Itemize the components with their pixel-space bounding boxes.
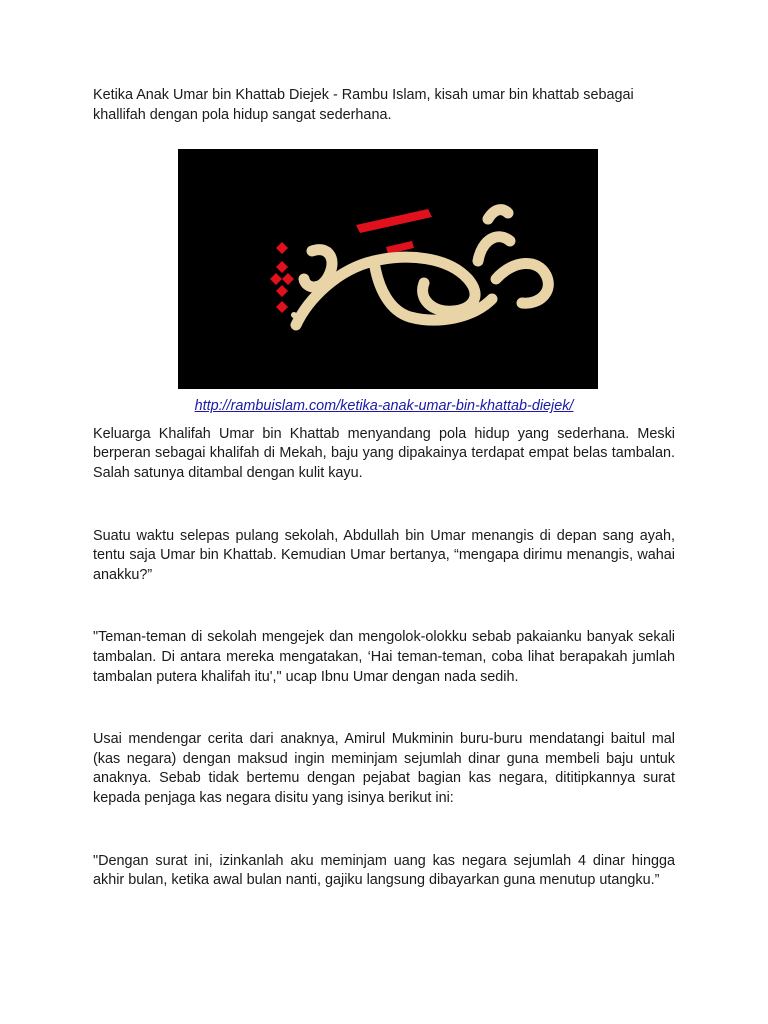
source-link[interactable]: http://rambuislam.com/ketika-anak-umar-bin-khattab-diejek/ [194, 398, 574, 415]
paragraph-3: "Teman-teman di sekolah mengejek dan mengolok-olokku sebab pakaianku banyak sekali tambalan. Di antara mereka mengatakan, ‘Hai teman-teman, coba lihat berapakah jumlah tambalan putera khalifah itu'," ucap Ibnu Umar dengan nada sedih. [93, 629, 675, 685]
paragraph-1: Keluarga Khalifah Umar bin Khattab menyandang pola hidup yang sederhana. Meski berperan sebagai khalifah di Mekah, baju yang dipakainya terdapat empat belas tambalan. Salah satunya ditambal dengan kulit kayu. [93, 425, 675, 481]
image-caption [93, 397, 675, 417]
paragraph-4: Usai mendengar cerita dari anaknya, Amirul Mukminin buru-buru mendatangi baitul mal (kas negara) dengan maksud ingin meminjam sejumlah dinar guna membeli baju untuk anaknya. Sebab tidak bertemu dengan pejabat bagian kas negara, dititipkannya surat kepada penjaga kas negara disitu yang isinya berikut ini: [93, 731, 675, 806]
paragraph-5: "Dengan surat ini, izinkanlah aku meminjam uang kas negara sejumlah 4 dinar hingga akhir bulan, ketika awal bulan nanti, gajiku langsung dibayarkan guna menutup utangku.” [93, 852, 675, 889]
intro-paragraph: Ketika Anak Umar bin Khattab Diejek - Rambu Islam, kisah umar bin khattab sebagai khallifah dengan pola hidup sangat sederhana. [93, 87, 634, 123]
umar-calligraphy-image [178, 149, 598, 389]
calligraphy-artwork [178, 149, 598, 389]
document-page [93, 86, 675, 891]
paragraph-2: Suatu waktu selepas pulang sekolah, Abdullah bin Umar menangis di depan sang ayah, tentu saja Umar bin Khattab. Kemudian Umar bertanya, “mengapa dirimu menangis, wahai anakku?” [93, 527, 675, 583]
